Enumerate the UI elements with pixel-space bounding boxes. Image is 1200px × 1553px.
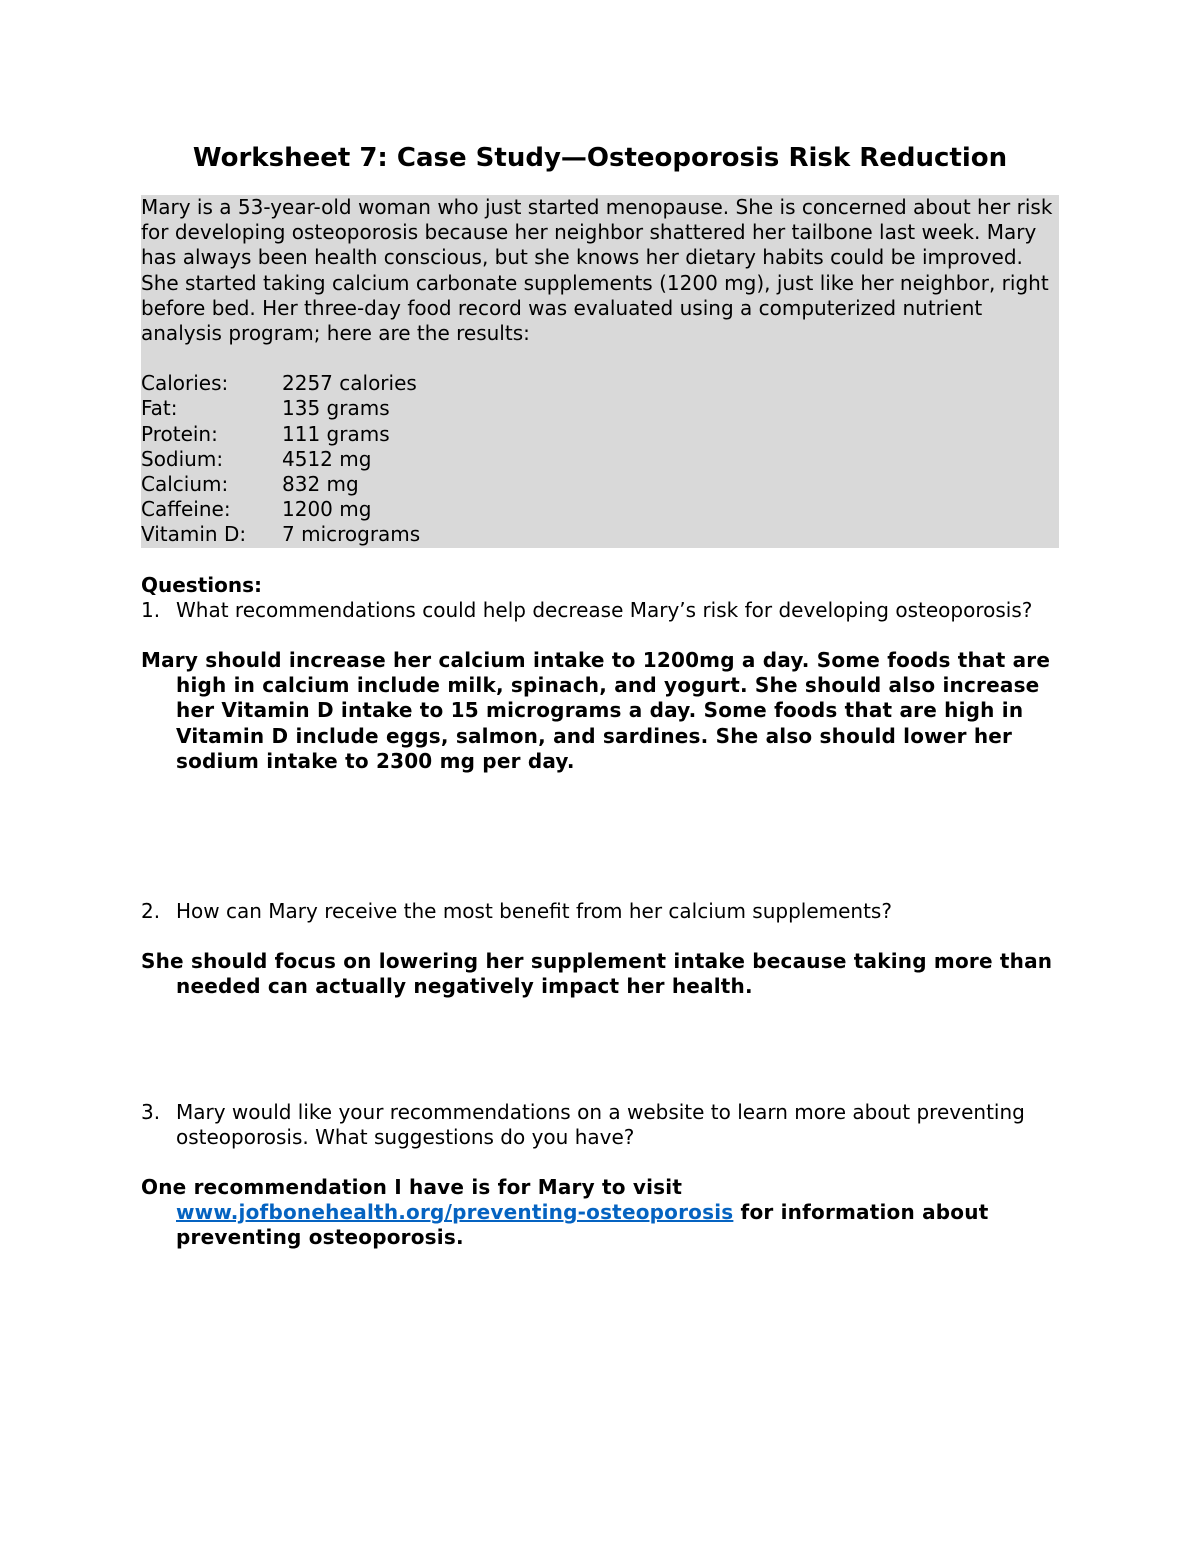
answer-2: She should focus on lowering her supplement intake because taking more than needed can actually negatively impact her health.	[141, 949, 1053, 999]
nutrient-row-fat	[141, 396, 1059, 421]
question-2	[141, 899, 1059, 924]
nutrient-label: Calcium:	[141, 472, 229, 497]
question-number: 1.	[141, 598, 161, 622]
nutrient-row-calories	[141, 371, 1059, 396]
answer-text: for information about preventing osteoporosis.	[176, 1200, 989, 1250]
nutrient-row-caffeine	[141, 497, 1059, 522]
nutrient-value: 7 micrograms	[282, 522, 421, 547]
nutrient-label: Sodium:	[141, 446, 224, 471]
answer-3	[141, 1175, 1059, 1251]
nutrient-row-vitamin-d	[141, 522, 1059, 547]
website-link[interactable]: www.jofbonehealth.org/preventing-osteoporosis	[176, 1200, 734, 1225]
answer-text: One recommendation I have is for Mary to visit	[141, 1175, 683, 1199]
nutrient-row-calcium	[141, 472, 1059, 497]
case-study-box	[141, 195, 1059, 548]
nutrient-value: 832 mg	[282, 472, 359, 497]
page-title: Worksheet 7: Case Study—Osteoporosis Risk Reduction	[192, 143, 1008, 173]
nutrient-label: Caffeine:	[141, 497, 231, 522]
case-study-paragraph: Mary is a 53-year-old woman who just started menopause. She is concerned about her risk for developing osteoporosis because her neighbor shattered her tailbone last week. Mary has always been health conscious, but she knows her dietary habits could be improved. She started taking calcium carbonate supplements (1200 mg), just like her neighbor, right before bed. Her three-day food record was evaluated using a computerized nutrient analysis program; here are the results:	[141, 195, 1053, 346]
answer-1: Mary should increase her calcium intake to 1200mg a day. Some foods that are high in calcium include milk, spinach, and yogurt. She should also increase her Vitamin D intake to 15 micrograms a day. Some foods that are high in Vitamin D include eggs, salmon, and sardines. She also should lower her sodium intake to 2300 mg per day.	[141, 648, 1051, 773]
nutrient-label: Vitamin D:	[141, 522, 247, 547]
nutrient-value: 135 grams	[282, 396, 390, 421]
nutrient-value: 1200 mg	[282, 497, 372, 522]
nutrient-value: 111 grams	[282, 421, 390, 446]
question-number: 2.	[141, 899, 161, 923]
question-3	[141, 1100, 1059, 1150]
question-text: What recommendations could help decrease Mary’s risk for developing osteoporosis?	[176, 598, 1033, 622]
nutrient-label: Fat:	[141, 396, 178, 421]
question-text: Mary would like your recommendations on a website to learn more about preventing osteoporosis. What suggestions do you have?	[176, 1100, 1025, 1150]
question-text: How can Mary receive the most benefit from her calcium supplements?	[176, 899, 892, 923]
nutrient-value: 4512 mg	[282, 446, 372, 471]
question-number: 3.	[141, 1100, 161, 1124]
nutrient-list	[141, 371, 1059, 547]
nutrient-row-sodium	[141, 447, 1059, 472]
nutrient-row-protein	[141, 422, 1059, 447]
nutrient-label: Calories:	[141, 371, 229, 396]
question-1	[141, 598, 1059, 623]
nutrient-value: 2257 calories	[282, 371, 417, 396]
questions-heading: Questions:	[141, 573, 263, 597]
nutrient-label: Protein:	[141, 421, 218, 446]
